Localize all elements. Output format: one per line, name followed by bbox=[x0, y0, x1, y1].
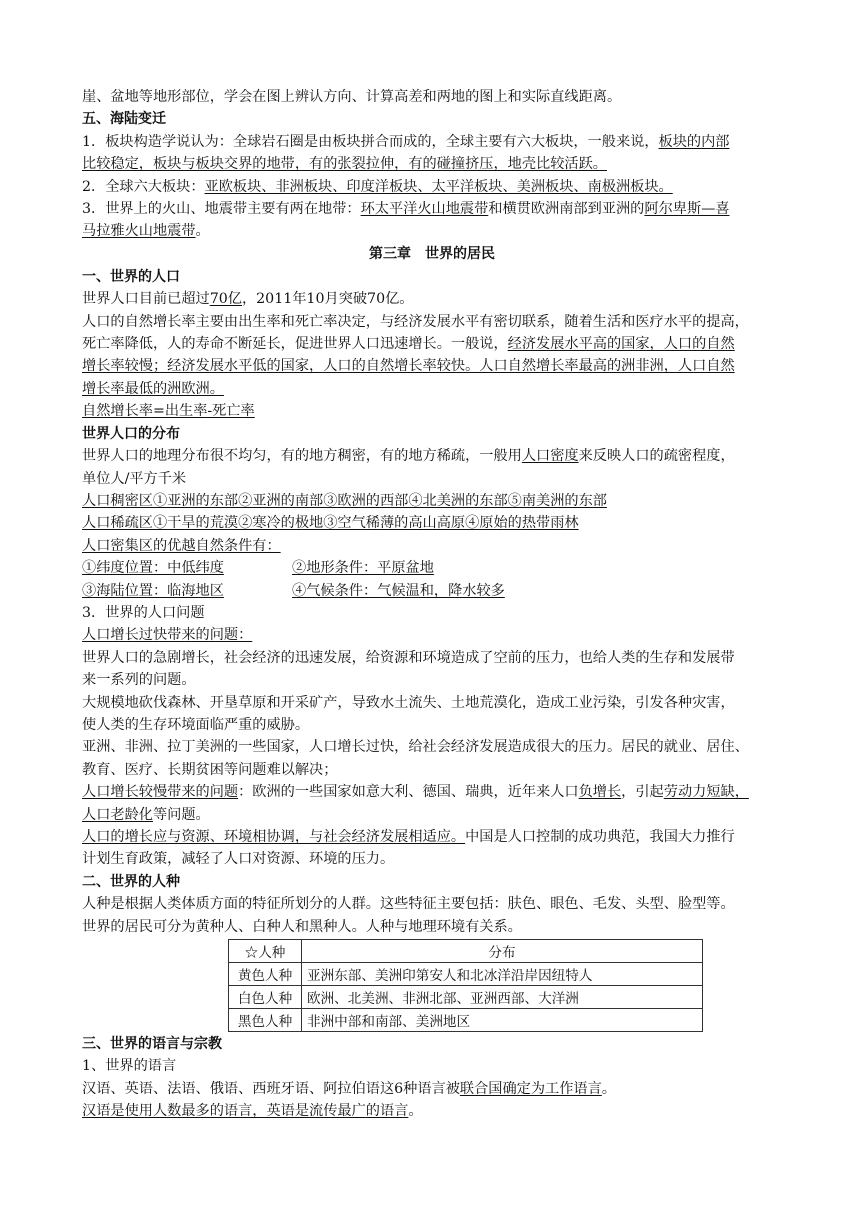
section-heading: 一、世界的人口 bbox=[82, 268, 180, 285]
conditions-row: ①纬度位置：中低纬度 ②地形条件：平原盆地 bbox=[82, 560, 434, 577]
section-heading: 二、世界的人种 bbox=[82, 873, 180, 890]
paragraph: 使人类的生存环境面临严重的威胁。 bbox=[82, 716, 310, 733]
section-heading: 五、海陆变迁 bbox=[82, 111, 166, 128]
chapter-title: 第三章 世界的居民 bbox=[369, 245, 495, 262]
table-row bbox=[229, 963, 703, 986]
paragraph: 汉语、英语、法语、俄语、西班牙语、阿拉伯语这6种语言被联合国确定为工作语言。 bbox=[82, 1080, 616, 1097]
table-cell: 白色人种 bbox=[229, 986, 302, 1009]
paragraph: 1．板块构造学说认为：全球岩石圈是由板块拼合而成的，全球主要有六大板块，一般来说，板块的内部 bbox=[82, 133, 730, 150]
paragraph: 增长率较慢；经济发展水平低的国家，人口的自然增长率较快。人口自然增长率最高的洲非洲，人口自然 bbox=[82, 358, 735, 375]
paragraph: 比较稳定，板块与板块交界的地带，有的张裂拉伸，有的碰撞挤压，地壳比较活跃。 bbox=[82, 156, 607, 173]
paragraph: 马拉雅火山地震带。 bbox=[82, 223, 210, 240]
sparse-areas: 人口稀疏区①干旱的荒漠②寒冷的极地③空气稀薄的高山高原④原始的热带雨林 bbox=[82, 515, 579, 532]
subsection-heading: 世界人口的分布 bbox=[82, 425, 180, 442]
paragraph: 人口老龄化等问题。 bbox=[82, 806, 210, 823]
paragraph: 1、世界的语言 bbox=[82, 1058, 177, 1075]
section-heading: 三、世界的语言与宗教 bbox=[82, 1036, 222, 1053]
table-row bbox=[229, 986, 703, 1009]
table-row bbox=[229, 1009, 703, 1032]
paragraph: 来一系列的问题。 bbox=[82, 672, 196, 689]
paragraph: 世界的居民可分为黄种人、白种人和黑种人。人种与地理环境有关系。 bbox=[82, 918, 522, 935]
conditions-heading: 人口密集区的优越自然条件有： bbox=[82, 537, 281, 554]
conditions-row: ③海陆位置：临海地区 ④气候条件：气候温和，降水较多 bbox=[82, 582, 505, 599]
paragraph: 世界人口的地理分布很不均匀，有的地方稠密，有的地方稀疏，一般用人口密度来反映人口的疏密程度， bbox=[82, 448, 735, 465]
paragraph: 大规模地砍伐森林、开垦草原和开采矿产，导致水土流失、土地荒漠化，造成工业污染，引发各种灾害， bbox=[82, 694, 735, 711]
race-table bbox=[228, 939, 703, 1032]
paragraph: 世界人口目前已超过70亿，2011年10月突破70亿。 bbox=[82, 291, 414, 308]
paragraph: 人口的自然增长率主要由出生率和死亡率决定，与经济发展水平有密切联系，随着生活和医疗水平的提高， bbox=[82, 313, 749, 330]
table-header: 分布 bbox=[302, 940, 703, 963]
paragraph: 人口增长过快带来的问题： bbox=[82, 627, 253, 644]
table-cell: 黑色人种 bbox=[229, 1009, 302, 1032]
formula: 自然增长率=出生率-死亡率 bbox=[82, 403, 255, 420]
paragraph: 2．全球六大板块：亚欧板块、非洲板块、印度洋板块、太平洋板块、美洲板块、南极洲板块。 bbox=[82, 178, 673, 195]
paragraph: 人口增长较慢带来的问题：欧洲的一些国家如意大利、德国、瑞典，近年来人口负增长，引起劳动力短缺， bbox=[82, 784, 749, 801]
table-cell: 欧洲、北美洲、非洲北部、亚洲西部、大洋洲 bbox=[302, 986, 703, 1009]
paragraph: 崖、盆地等地形部位，学会在图上辨认方向、计算高差和两地的图上和实际直线距离。 bbox=[82, 89, 622, 105]
dense-areas: 人口稠密区①亚洲的东部②亚洲的南部③欧洲的西部④北美洲的东部⑤南美洲的东部 bbox=[82, 492, 607, 509]
table-header-row bbox=[229, 940, 703, 963]
paragraph: 人口的增长应与资源、环境相协调，与社会经济发展相适应。中国是人口控制的成功典范，我国大力推行 bbox=[82, 829, 735, 845]
paragraph: 汉语是使用人数最多的语言，英语是流传最广的语言。 bbox=[82, 1103, 423, 1120]
paragraph: 亚洲、非洲、拉丁美洲的一些国家，人口增长过快，给社会经济发展造成很大的压力。居民的就业、居住、 bbox=[82, 739, 749, 756]
table-cell: 亚洲东部、美洲印第安人和北冰洋沿岸因纽特人 bbox=[302, 963, 703, 986]
paragraph: 单位人/平方千米 bbox=[82, 470, 187, 487]
table-header: ☆人种 bbox=[229, 940, 302, 963]
paragraph: 增长率最低的洲欧洲。 bbox=[82, 380, 224, 397]
paragraph: 教育、医疗、长期贫困等问题难以解决； bbox=[82, 761, 338, 778]
table-cell: 非洲中部和南部、美洲地区 bbox=[302, 1009, 703, 1032]
paragraph: 死亡率降低，人的寿命不断延长，促进世界人口迅速增长。一般说，经济发展水平高的国家，人口的自然 bbox=[82, 336, 735, 353]
paragraph: 人种是根据人类体质方面的特征所划分的人群。这些特征主要包括：肤色、眼色、毛发、头型、脸型等。 bbox=[82, 896, 735, 913]
table-cell: 黄色人种 bbox=[229, 963, 302, 986]
paragraph: 世界人口的急剧增长，社会经济的迅速发展，给资源和环境造成了空前的压力，也给人类的生存和发展带 bbox=[82, 649, 735, 666]
paragraph: 计划生育政策，减轻了人口对资源、环境的压力。 bbox=[82, 851, 395, 868]
paragraph: 3．世界上的火山、地震带主要有两在地带：环太平洋火山地震带和横贯欧洲南部到亚洲的阿尔卑斯—喜 bbox=[82, 201, 730, 218]
paragraph: 3．世界的人口问题 bbox=[82, 604, 205, 621]
